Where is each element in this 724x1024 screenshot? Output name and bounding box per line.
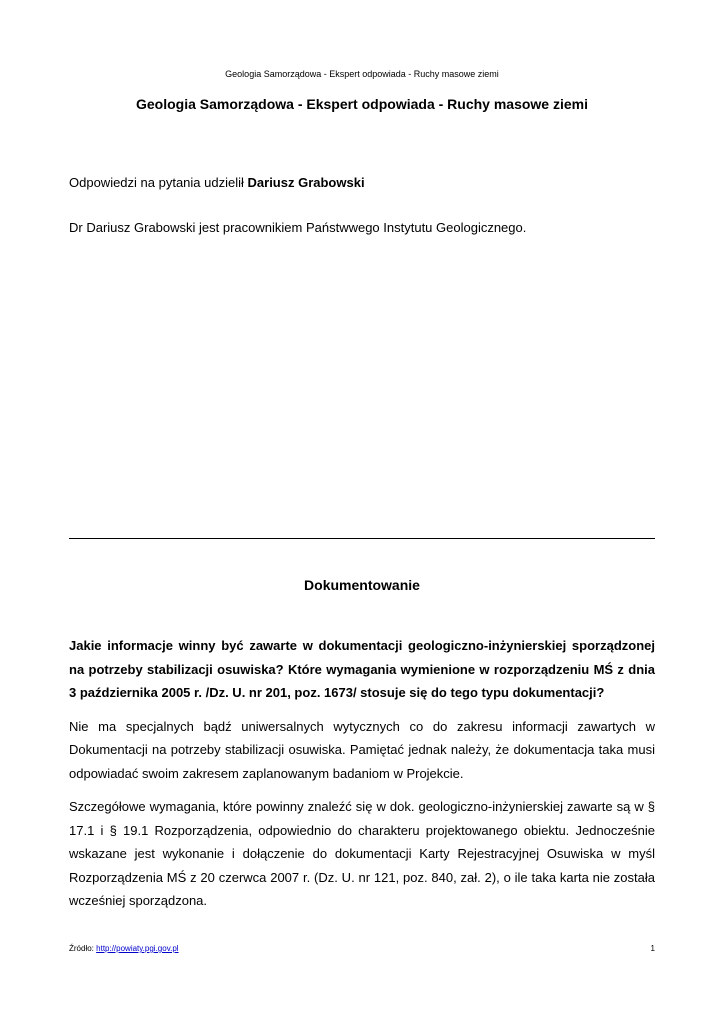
answered-by-line [69, 175, 365, 191]
expert-bio: Dr Dariusz Grabowski jest pracownikiem Państwwego Instytutu Geologicznego. [69, 220, 527, 235]
section-divider [69, 538, 655, 539]
answer-paragraph: Szczegółowe wymagania, które powinny znaleźć się w dok. geologiczno-inżynierskiej zawarte są w § 17.1 i § 19.1 Rozporządzenia, odpowiednio do charakteru projektowanego obiektu. Jednocześnie wskazane jest wykonanie i dołączenie do dokumentacji Karty Rejestracyjnej Osuwiska w myśl Rozporządzenia MŚ z 20 czerwca 2007 r. (Dz. U. nr 121, poz. 840, zał. 2), o ile taka karta nie została wcześniej sporządzona. [69, 799, 655, 908]
question-text: Jakie informacje winny być zawarte w dokumentacji geologiczno-inżynierskiej sporządzonej na potrzeby stabilizacji osuwiska? Które wymagania wymienione w rozporządzeniu MŚ z dnia 3 października 2005 r. /Dz. U. nr 201, poz. 1673/ stosuje się do tego typu dokumentacji? [69, 638, 655, 700]
section-heading: Dokumentowanie [304, 577, 420, 593]
footer-source [69, 944, 179, 954]
qa-block [69, 634, 655, 923]
expert-name: Dariusz Grabowski [247, 175, 365, 190]
answered-by-prefix: Odpowiedzi na pytania udzielił [69, 175, 244, 190]
source-label: Źródło: [69, 944, 94, 953]
source-link[interactable]: http://powiaty.pgi.gov.pl [96, 944, 179, 953]
page-number: 1 [650, 944, 655, 953]
document-title: Geologia Samorządowa - Ekspert odpowiada - Ruchy masowe ziemi [136, 96, 588, 112]
running-header: Geologia Samorządowa - Ekspert odpowiada - Ruchy masowe ziemi [225, 69, 499, 79]
answer-paragraph: Nie ma specjalnych bądź uniwersalnych wytycznych co do zakresu informacji zawartych w Dokumentacji na potrzeby stabilizacji osuwiska. Pamiętać jednak należy, że dokumentacja taka musi odpowiadać swoim zakresem zaplanowanym badaniom w Projekcie. [69, 718, 655, 781]
